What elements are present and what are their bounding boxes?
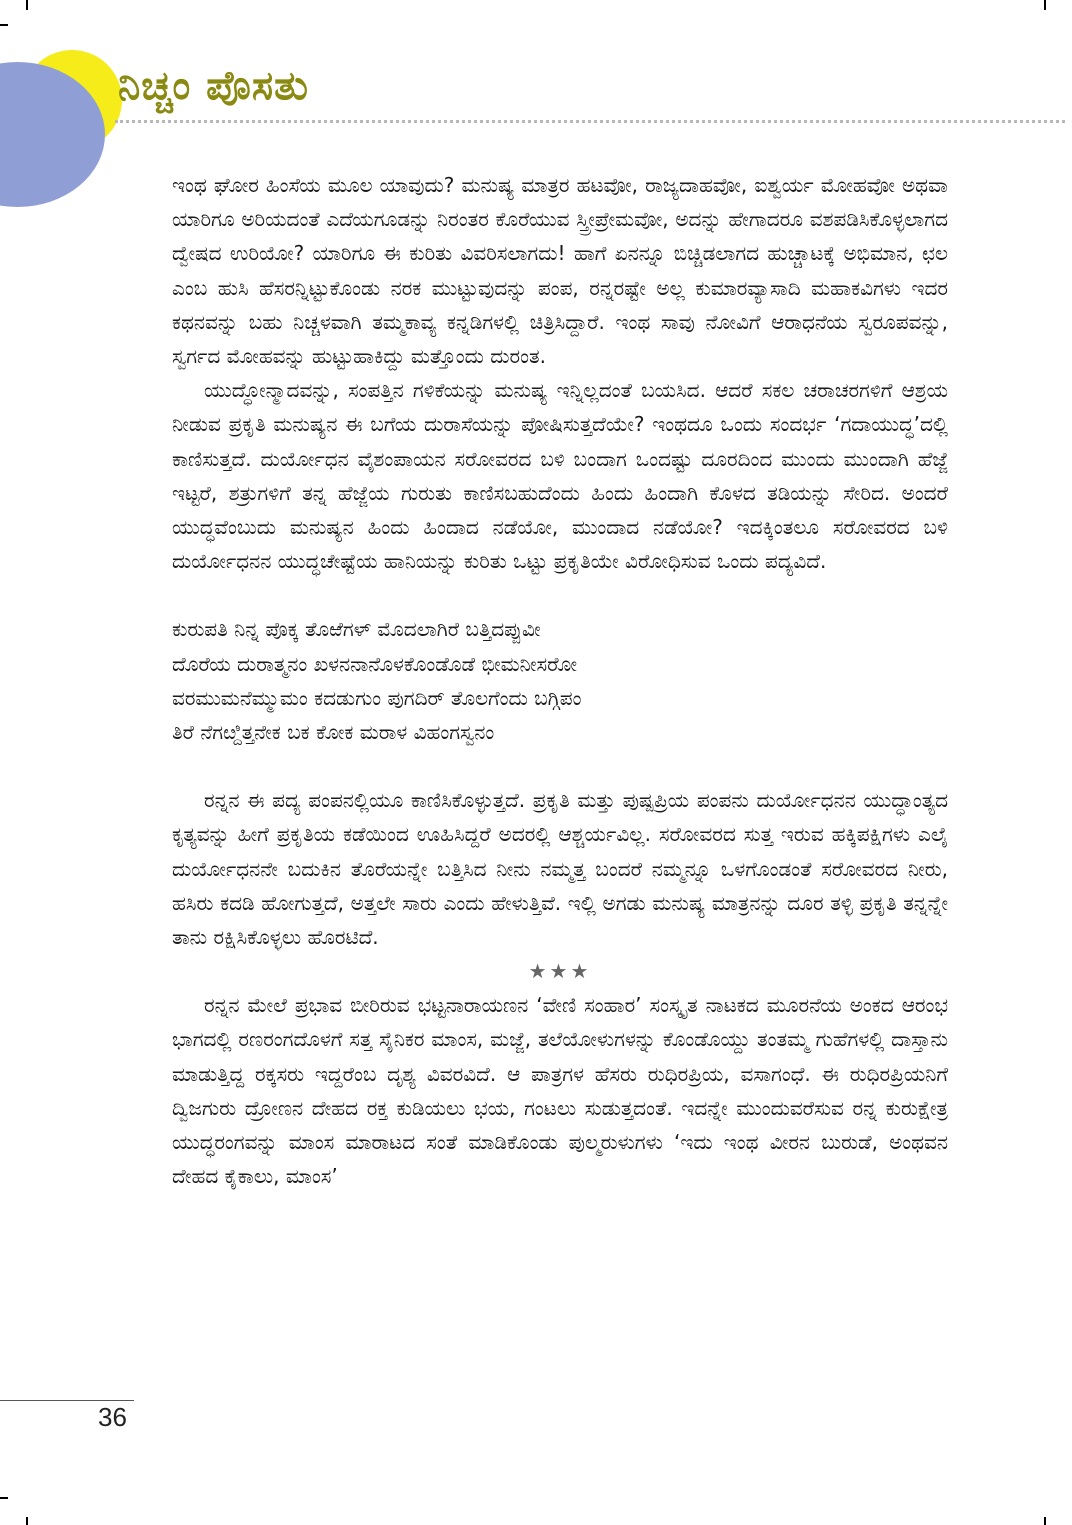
crop-mark-top-right (1044, 0, 1046, 10)
poem-line-1: ಕುರುಪತಿ ನಿನ್ನ ಪೊಕ್ಕ ತೊಱೆಗಳ್ ಮೊದಲಾಗಿರೆ ಬತ್ತಿದಪ್ಪುವೀ (172, 617, 541, 642)
footer-rule (0, 1400, 134, 1401)
page-number: 36 (98, 1402, 127, 1432)
paragraph-1: ಇಂಥ ಘೋರ ಹಿಂಸೆಯ ಮೂಲ ಯಾವುದು? ಮನುಷ್ಯ ಮಾತ್ರರ ಹಟವೋ, ರಾಜ್ಯದಾಹವೋ, ಐಶ್ವರ್ಯ ಮೋಹವೋ ಅಥವಾ ಯಾರಿಗೂ ಅರಿಯದಂತೆ ಎದೆಯಗೂಡನ್ನು ನಿರಂತರ ಕೊರೆಯುವ ಸ್ತ್ರೀಪ್ರೇಮವೋ, ಅದನ್ನು ಹೇಗಾದರೂ ವಶಪಡಿಸಿಕೊಳ್ಳಲಾಗದ ದ್ವೇಷದ ಉರಿಯೋ? ಯಾರಿಗೂ ಈ ಕುರಿತು ವಿವರಿಸಲಾಗದು! ಹಾಗೆ ಏನನ್ನೂ ಬಿಚ್ಚಿಡಲಾಗದ ಹುಚ್ಚಾಟಕ್ಕೆ ಅಭಿಮಾನ, ಛಲ ಎಂಬ ಹುಸಿ ಹೆಸರನ್ನಿಟ್ಟುಕೊಂಡು ನರಕ ಮುಟ್ಟುವುದನ್ನು ಪಂಪ, ರನ್ನರಷ್ಟೇ ಅಲ್ಲ ಕುಮಾರವ್ಯಾಸಾದಿ ಮಹಾಕವಿಗಳು ಇದರ ಕಥನವನ್ನು ಬಹು ನಿಚ್ಚಳವಾಗಿ ತಮ್ಮಕಾವ್ಯ ಕನ್ನಡಿಗಳಲ್ಲಿ ಚಿತ್ರಿಸಿದ್ದಾರೆ. ಇಂಥ ಸಾವು ನೋವಿಗೆ ಆರಾಧನೆಯ ಸ್ವರೂಪವನ್ನು, ಸ್ವರ್ಗದ ಮೋಹವನ್ನು ಹುಟ್ಟುಹಾಕಿದ್ದು ಮತ್ತೊಂದು ದುರಂತ. (172, 173, 948, 369)
article-body (172, 168, 948, 1193)
crop-mark-left-bottom (0, 1497, 8, 1499)
paragraph-4: ರನ್ನನ ಮೇಲೆ ಪ್ರಭಾವ ಬೀರಿರುವ ಭಟ್ಟನಾರಾಯಣನ ‘ವೇಣಿ ಸಂಹಾರ’ ಸಂಸ್ಕೃತ ನಾಟಕದ ಮೂರನೆಯ ಅಂಕದ ಆರಂಭ ಭಾಗದಲ್ಲಿ ರಣರಂಗದೊಳಗೆ ಸತ್ತ ಸೈನಿಕರ ಮಾಂಸ, ಮಜ್ಜೆ, ತಲೆಯೋಳುಗಳನ್ನು ಕೊಂಡೊಯ್ದು ತಂತಮ್ಮ ಗುಹೆಗಳಲ್ಲಿ ದಾಸ್ತಾನು ಮಾಡುತ್ತಿದ್ದ ರಕ್ಕಸರು ಇದ್ದರೆಂಬ ದೃಶ್ಯ ವಿವರವಿದೆ. ಆ ಪಾತ್ರಗಳ ಹೆಸರು ರುಧಿರಪ್ರಿಯ, ವಸಾಗಂಧೆ. ಈ ರುಧಿರಪ್ರಿಯನಿಗೆ ದ್ವಿಜಗುರು ದ್ರೋಣನ ದೇಹದ ರಕ್ತ ಕುಡಿಯಲು ಭಯ, ಗಂಟಲು ಸುಡುತ್ತದಂತೆ. ಇದನ್ನೇ ಮುಂದುವರೆಸುವ ರನ್ನ ಕುರುಕ್ಷೇತ್ರ ಯುದ್ಧರಂಗವನ್ನು ಮಾಂಸ ಮಾರಾಟದ ಸಂತೆ ಮಾಡಿಕೊಂಡು ಪುಲ್ಮರುಳುಗಳು ‘ಇದು ಇಂಥ ವೀರನ ಬುರುಡೆ, ಅಂಥವನ ದೇಹದ ಕೈಕಾಲು, ಮಾಂಸ’ (172, 993, 948, 1189)
poem-line-2: ದೊರೆಯ ದುರಾತ್ಮನಂ ಖಳನನಾನೊಳಕೊಂಡೊಡೆ ಭೀಮನೀಸರೋ (172, 651, 578, 676)
title-dotted-rule (115, 120, 1065, 123)
section-title: ನಿಚ್ಚಂ ಪೊಸತು (118, 62, 310, 109)
crop-mark-bottom-right (1044, 1517, 1046, 1525)
crop-mark-top-left (26, 0, 28, 10)
poem-line-3: ವರಮುಮನೆಮ್ಮುಮಂ ಕದಡುಗುಂ ಪುಗದಿರ್ ತೊಲಗೆಂದು ಬಗ್ಗಿಪಂ (172, 685, 582, 710)
crop-mark-bottom-left (26, 1517, 28, 1525)
crop-mark-left-top (0, 24, 8, 26)
paragraph-2: ಯುದ್ಧೋನ್ಮಾದವನ್ನು, ಸಂಪತ್ತಿನ ಗಳಿಕೆಯನ್ನು ಮನುಷ್ಯ ಇನ್ನಿಲ್ಲದಂತೆ ಬಯಸಿದ. ಆದರೆ ಸಕಲ ಚರಾಚರಗಳಿಗೆ ಆಶ್ರಯ ನೀಡುವ ಪ್ರಕೃತಿ ಮನುಷ್ಯನ ಈ ಬಗೆಯ ದುರಾಸೆಯನ್ನು ಪೋಷಿಸುತ್ತದೆಯೇ? ಇಂಥದೂ ಒಂದು ಸಂದರ್ಭ ‘ಗದಾಯುದ್ಧ’ದಲ್ಲಿ ಕಾಣಿಸುತ್ತದೆ. ದುರ್ಯೋಧನ ವೈಶಂಪಾಯನ ಸರೋವರದ ಬಳಿ ಬಂದಾಗ ಒಂದಷ್ಟು ದೂರದಿಂದ ಮುಂದು ಮುಂದಾಗಿ ಹೆಜ್ಜೆ ಇಟ್ಟರೆ, ಶತ್ರುಗಳಿಗೆ ತನ್ನ ಹೆಜ್ಜೆಯ ಗುರುತು ಕಾಣಿಸಬಹುದೆಂದು ಹಿಂದು ಹಿಂದಾಗಿ ಕೊಳದ ತಡಿಯನ್ನು ಸೇರಿದ. ಅಂದರೆ ಯುದ್ಧವೆಂಬುದು ಮನುಷ್ಯನ ಹಿಂದು ಹಿಂದಾದ ನಡೆಯೋ, ಮುಂದಾದ ನಡೆಯೋ? ಇದಕ್ಕಿಂತಲೂ ಸರೋವರದ ಬಳಿ ದುರ್ಯೋಧನನ ಯುದ್ಧಚೇಷ್ಟೆಯ ಹಾನಿಯನ್ನು ಕುರಿತು ಒಟ್ಟು ಪ್ರಕೃತಿಯೇ ವಿರೋಧಿಸುವ ಒಂದು ಪದ್ಯವಿದೆ. (172, 378, 948, 574)
poem-line-4: ತಿರೆ ನೆಗೞ್ದಿತ್ತನೇಕ ಬಕ ಕೋಕ ಮರಾಳ ವಿಹಂಗಸ್ವನಂ (172, 720, 495, 745)
section-separator-stars: ★★★ (528, 959, 592, 984)
poem-block (172, 612, 948, 749)
paragraph-3: ರನ್ನನ ಈ ಪದ್ಯ ಪಂಪನಲ್ಲಿಯೂ ಕಾಣಿಸಿಕೊಳ್ಳುತ್ತದೆ. ಪ್ರಕೃತಿ ಮತ್ತು ಪುಷ್ಪಪ್ರಿಯ ಪಂಪನು ದುರ್ಯೋಧನನ ಯುದ್ಧಾಂತ್ಯದ ಕೃತ್ಯವನ್ನು ಹೀಗೆ ಪ್ರಕೃತಿಯ ಕಡೆಯಿಂದ ಊಹಿಸಿದ್ದರೆ ಅದರಲ್ಲಿ ಆಶ್ಚರ್ಯವಿಲ್ಲ. ಸರೋವರದ ಸುತ್ತ ಇರುವ ಹಕ್ಕಿಪಕ್ಷಿಗಳು ಎಲೈ ದುರ್ಯೋಧನನೇ ಬದುಕಿನ ತೊರೆಯನ್ನೇ ಬತ್ತಿಸಿದ ನೀನು ನಮ್ಮತ್ತ ಬಂದರೆ ನಮ್ಮನ್ನೂ ಒಳಗೊಂಡಂತೆ ಸರೋವರದ ನೀರು, ಹಸಿರು ಕದಡಿ ಹೋಗುತ್ತದೆ, ಅತ್ತಲೇ ಸಾರು ಎಂದು ಹೇಳುತ್ತಿವೆ. ಇಲ್ಲಿ ಅಗಡು ಮನುಷ್ಯ ಮಾತ್ರನನ್ನು ದೂರ ತಳ್ಳಿ ಪ್ರಕೃತಿ ತನ್ನನ್ನೇ ತಾನು ರಕ್ಷಿಸಿಕೊಳ್ಳಲು ಹೊರಟಿದೆ. (172, 788, 948, 950)
